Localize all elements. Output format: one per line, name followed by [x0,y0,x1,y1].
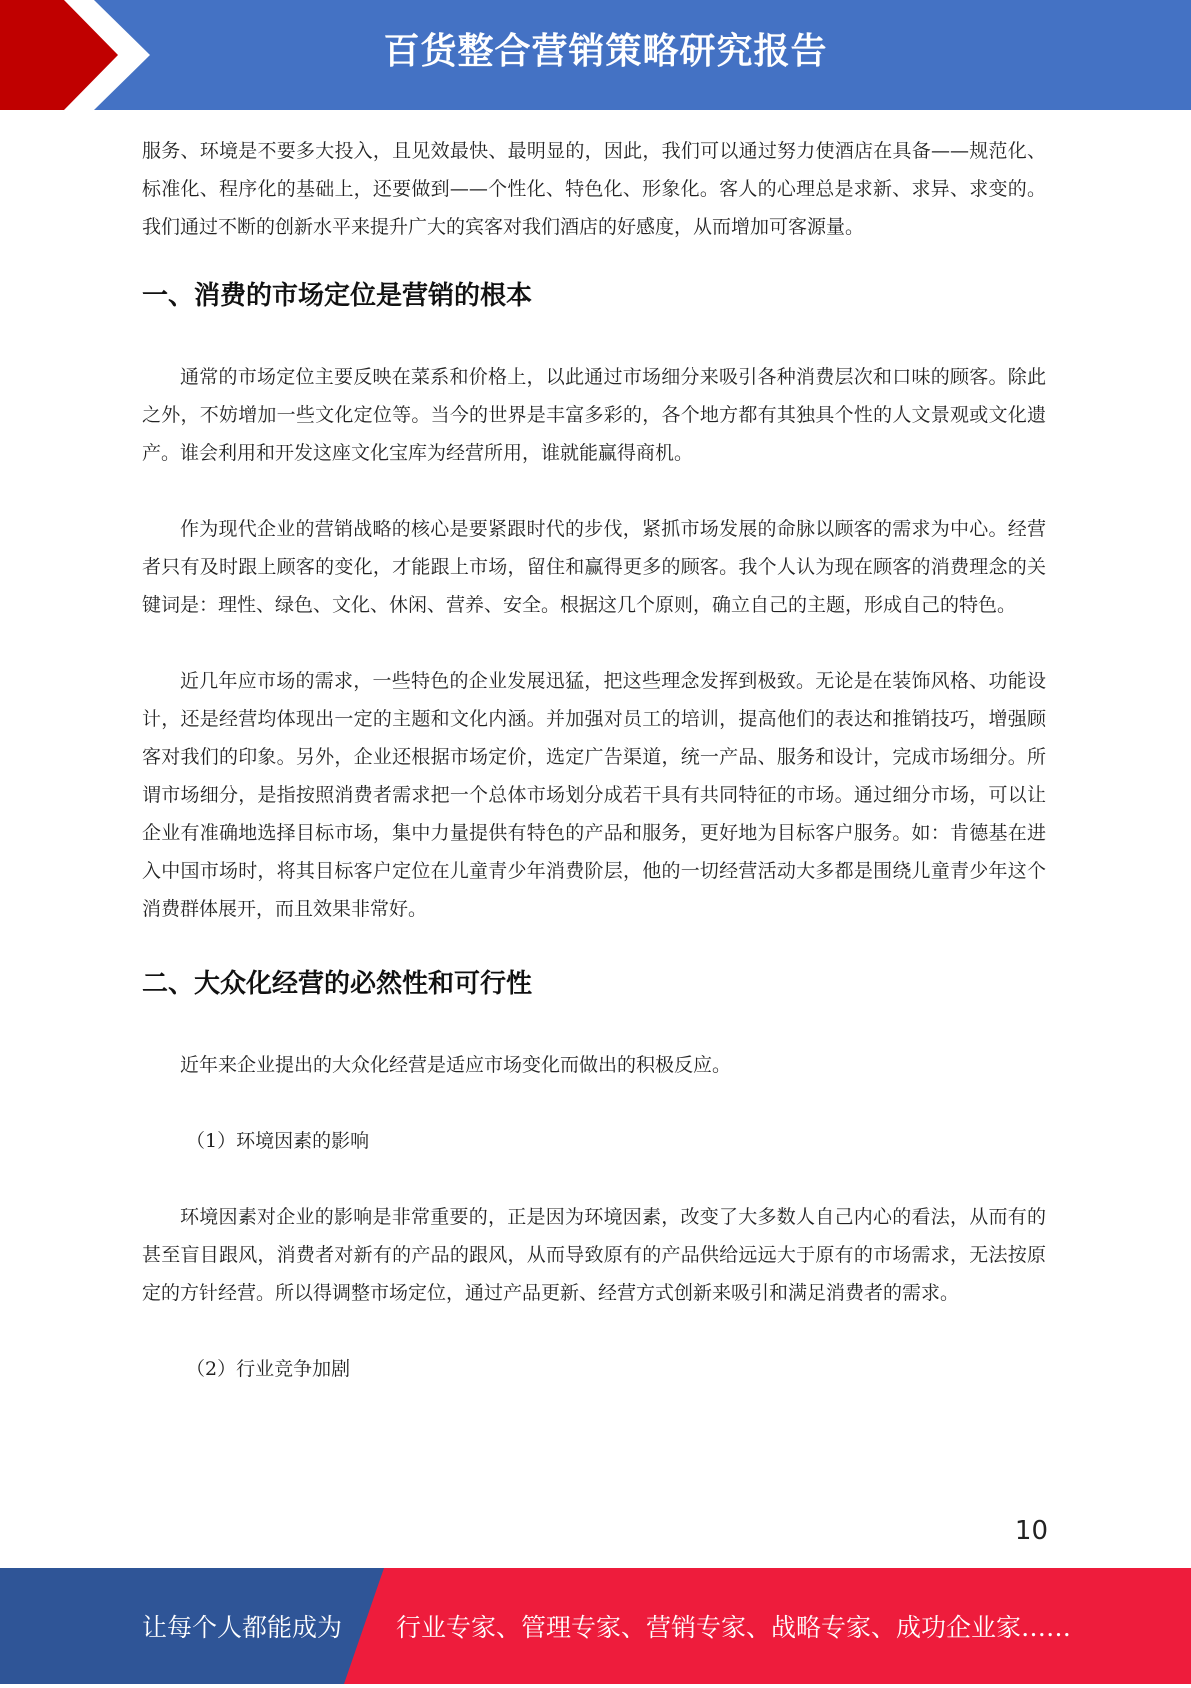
subheading-environment: （1）环境因素的影响 [186,1130,370,1152]
page-number: 10 [1014,1516,1048,1546]
section1-paragraph-1: 通常的市场定位主要反映在菜系和价格上，以此通过市场细分来吸引各种消费层次和口味的顾客。除此之外，不妨增加一些文化定位等。当今的世界是丰富多彩的，各个地方都有其独具个性的人文景观或文化遗产。谁会利用和开发这座文化宝库为经营所用，谁就能赢得商机。 [142,366,1046,464]
intro-paragraph: 服务、环境是不要多大投入，且见效最快、最明显的，因此，我们可以通过努力使酒店在具备——规范化、标准化、程序化的基础上，还要做到——个性化、特色化、形象化。客人的心理总是求新、求异、求变的。我们通过不断的创新水平来提升广大的宾客对我们酒店的好感度，从而增加可客源量。 [142,140,1046,238]
section1-paragraph-2: 作为现代企业的营销战略的核心是要紧跟时代的步伐，紧抓市场发展的命脉以顾客的需求为中心。经营者只有及时跟上顾客的变化，才能跟上市场，留住和赢得更多的顾客。我个人认为现在顾客的消费理念的关键词是：理性、绿色、文化、休闲、营养、安全。根据这几个原则，确立自己的主题，形成自己的特色。 [142,518,1046,616]
section-heading-1: 一、消费的市场定位是营销的根本 [142,281,533,311]
footer-slogan-left: 让每个人都能成为 [142,1613,343,1642]
page-header [0,0,1191,110]
footer-slogan-right: 行业专家、管理专家、营销专家、战略专家、成功企业家…… [396,1613,1072,1642]
section2-paragraph-2: 环境因素对企业的影响是非常重要的，正是因为环境因素，改变了大多数人自己内心的看法，从而有的甚至盲目跟风，消费者对新有的产品的跟风，从而导致原有的产品供给远远大于原有的市场需求，无法按原定的方针经营。所以得调整市场定位，通过产品更新、经营方式创新来吸引和满足消费者的需求。 [142,1206,1046,1304]
document-title: 百货整合营销策略研究报告 [383,31,828,72]
page-footer [0,1568,1191,1684]
subheading-competition: （2）行业竞争加剧 [186,1358,351,1380]
section1-paragraph-3: 近几年应市场的需求，一些特色的企业发展迅猛，把这些理念发挥到极致。无论是在装饰风格、功能设计，还是经营均体现出一定的主题和文化内涵。并加强对员工的培训，提高他们的表达和推销技巧，增强顾客对我们的印象。另外，企业还根据市场定价，选定广告渠道，统一产品、服务和设计，完成市场细分。所谓市场细分，是指按照消费者需求把一个总体市场划分成若干具有共同特征的市场。通过细分市场，可以让企业有准确地选择目标市场，集中力量提供有特色的产品和服务，更好地为目标客户服务。如：肯德基在进入中国市场时，将其目标客户定位在儿童青少年消费阶层，他的一切经营活动大多都是围绕儿童青少年这个消费群体展开，而且效果非常好。 [142,670,1046,920]
section2-paragraph-1: 近年来企业提出的大众化经营是适应市场变化而做出的积极反应。 [180,1054,732,1076]
page-content [142,132,1046,1388]
section-heading-2: 二、大众化经营的必然性和可行性 [142,969,533,999]
